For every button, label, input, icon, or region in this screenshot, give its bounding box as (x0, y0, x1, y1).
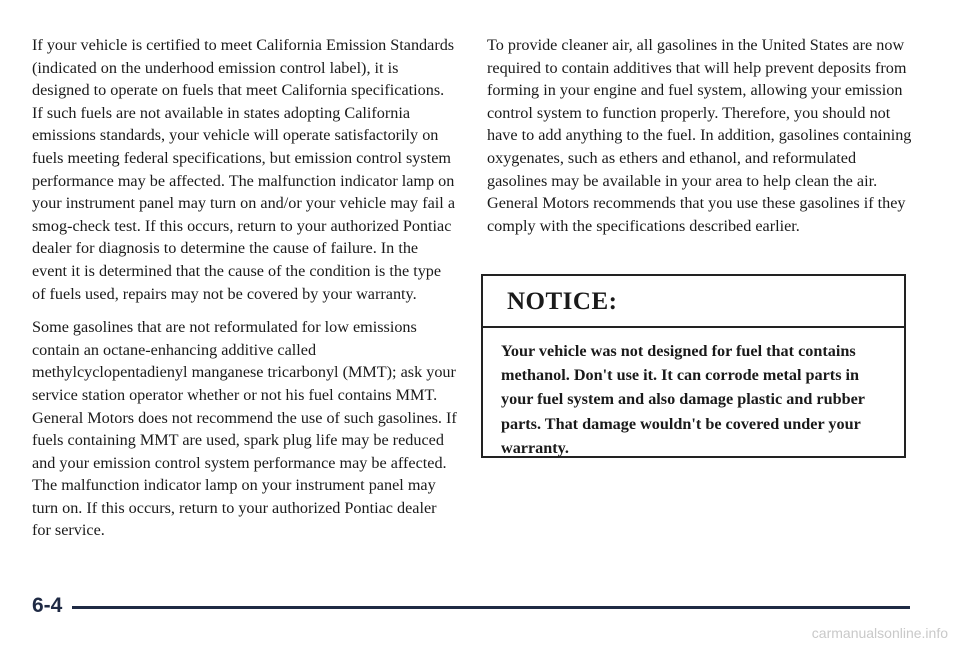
watermark: carmanualsonline.info (811, 625, 948, 641)
page-number: 6-4 (32, 594, 63, 617)
left-column (32, 34, 457, 553)
right-column (487, 34, 912, 248)
paragraph-cleaner-air: To provide cleaner air, all gasolines in the United States are now required to contain additives that will help prevent deposits from forming in your engine and fuel system, allowing your emission control system to function properly. Therefore, you should not have to add anything to the fuel. In addition, gasolines containing oxygenates, such as ethers and ethanol, and reformulated gasolines may be available in your area to help clean the air. General Motors recommends that you use these gasolines if they comply with the specifications described earlier. (487, 36, 912, 235)
paragraph-mmt-gasolines: Some gasolines that are not reformulated for low emissions contain an octane-enhancing additive called methylcyclopentadienyl manganese tricarbonyl (MMT); ask your service station operator whether or not his fuel contains MMT. General Motors does not recommend the use of such gasolines. If fuels containing MMT are used, spark plug life may be reduced and your emission control system performance may be affected. The malfunction indicator lamp on your instrument panel may turn on. If this occurs, return to your authorized Pontiac dealer for service. (32, 318, 457, 540)
page-footer (32, 594, 912, 624)
notice-body: Your vehicle was not designed for fuel that contains methanol. Don't use it. It can corrode metal parts in your fuel system and also damage plastic and rubber parts. That damage wouldn't be covered under your warranty. (501, 342, 865, 457)
footer-rule (72, 606, 910, 609)
paragraph-california-emissions: If your vehicle is certified to meet California Emission Standards (indicated on the underhood emission control label), it is designed to operate on fuels that meet California specifications. If such fuels are not available in states adopting California emissions standards, your vehicle will operate satisfactorily on fuels meeting federal specifications, but emission control system performance may be affected. The malfunction indicator lamp on your instrument panel may turn on and/or your vehicle may fail a smog-check test. If this occurs, return to your authorized Pontiac dealer for diagnosis to determine the cause of failure. In the event it is determined that the cause of the condition is the type of fuels used, repairs may not be covered by your warranty. (32, 36, 456, 303)
notice-box (481, 274, 906, 458)
notice-heading: NOTICE: (483, 276, 904, 328)
